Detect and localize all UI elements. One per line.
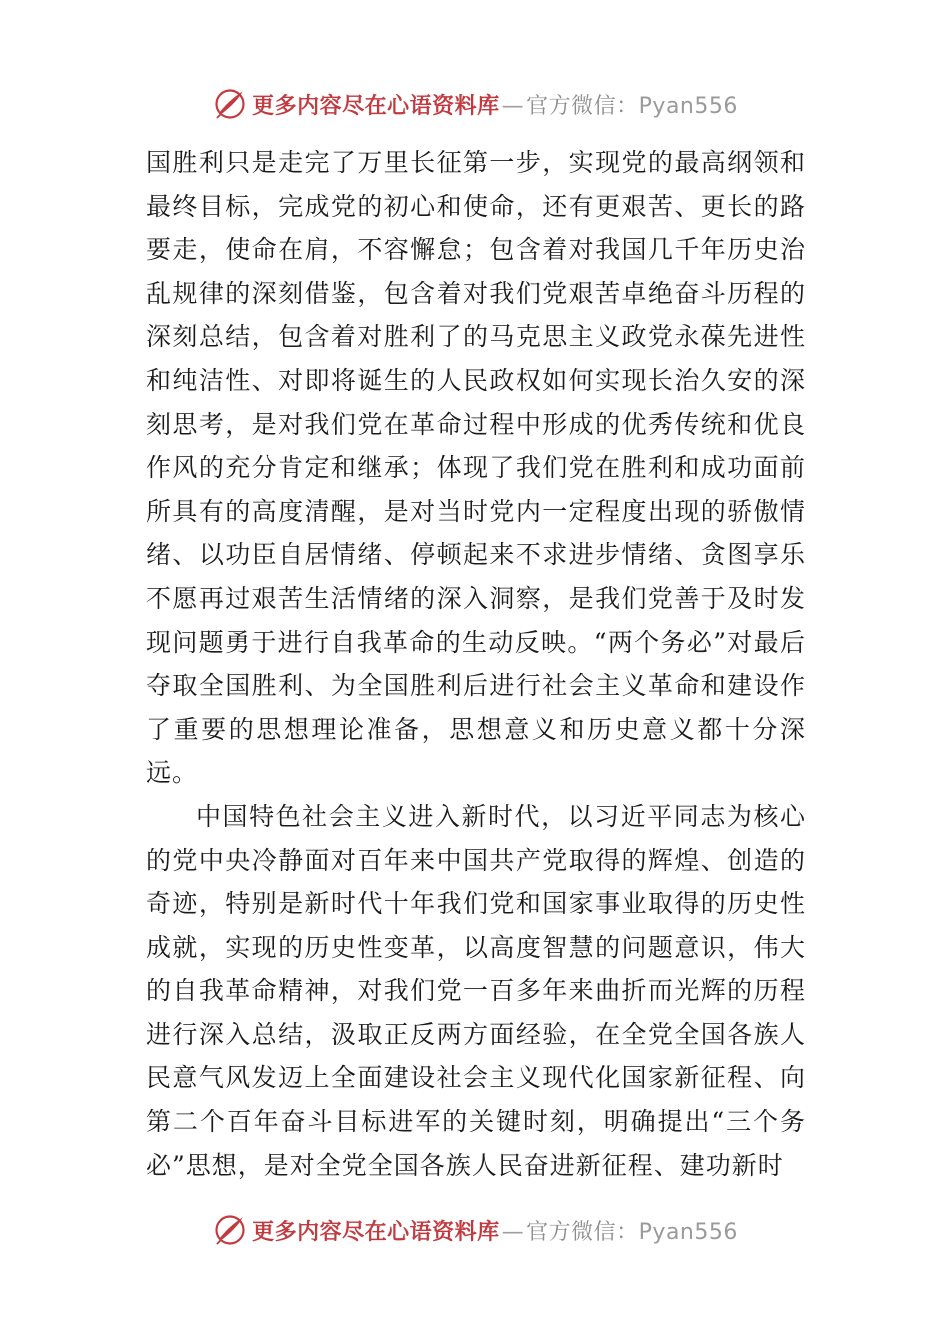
document-body: [146, 141, 806, 1187]
paragraph-2: 中国特色社会主义进入新时代，以习近平同志为核心的党中央冷静面对百年来中国共产党取得的辉煌、创造的奇迹，特别是新时代十年我们党和国家事业取得的历史性成就，实现的历史性变革，以高度智慧的问题意识，伟大的自我革命精神，对我们党一百多年来曲折而光辉的历程进行深入总结，汲取正反两方面经验，在全党全国各族人民意气风发迈上全面建设社会主义现代化国家新征程、向第二个百年奋斗目标进军的关键时刻，明确提出“三个务必”思想，是对全党全国各族人民奋进新征程、建功新时: [146, 801, 806, 1180]
watermark-text: [252, 89, 738, 120]
paragraph-1: 国胜利只是走完了万里长征第一步，实现党的最高纲领和最终目标，完成党的初心和使命，还有更艰苦、更长的路要走，使命在肩，不容懈怠；包含着对我国几千年历史治乱规律的深刻借鉴，包含着对我们党艰苦卓绝奋斗历程的深刻总结，包含着对胜利了的马克思主义政党永葆先进性和纯洁性、对即将诞生的人民政权如何实现长治久安的深刻思考，是对我们党在革命过程中形成的优秀传统和优良作风的充分肯定和继承；体现了我们党在胜利和成功面前所具有的高度清醒，是对当时党内一定程度出现的骄傲情绪、以功臣自居情绪、停顿起来不求进步情绪、贪图享乐不愿再过艰苦生活情绪的深入洞察，是我们党善于及时发现问题勇于进行自我革命的生动反映。“两个务必”对最后夺取全国胜利、为全国胜利后进行社会主义革命和建设作了重要的思想理论准备，思想意义和历史意义都十分深远。: [146, 148, 806, 788]
quill-logo-icon: [212, 1212, 248, 1248]
watermark-brand: 更多内容尽在心语资料库: [252, 93, 500, 119]
watermark-label: 官方微信：: [526, 93, 639, 119]
watermark-wechat-id: Pyan556: [638, 93, 738, 119]
header-watermark: [0, 84, 950, 124]
watermark-separator: —: [501, 1219, 525, 1245]
watermark-separator: —: [501, 93, 525, 119]
watermark-label: 官方微信：: [526, 1219, 639, 1245]
watermark-text: [252, 1215, 738, 1246]
watermark-brand: 更多内容尽在心语资料库: [252, 1219, 500, 1245]
watermark-wechat-id: Pyan556: [638, 1219, 738, 1245]
footer-watermark: [0, 1210, 950, 1250]
quill-logo-icon: [212, 86, 248, 122]
